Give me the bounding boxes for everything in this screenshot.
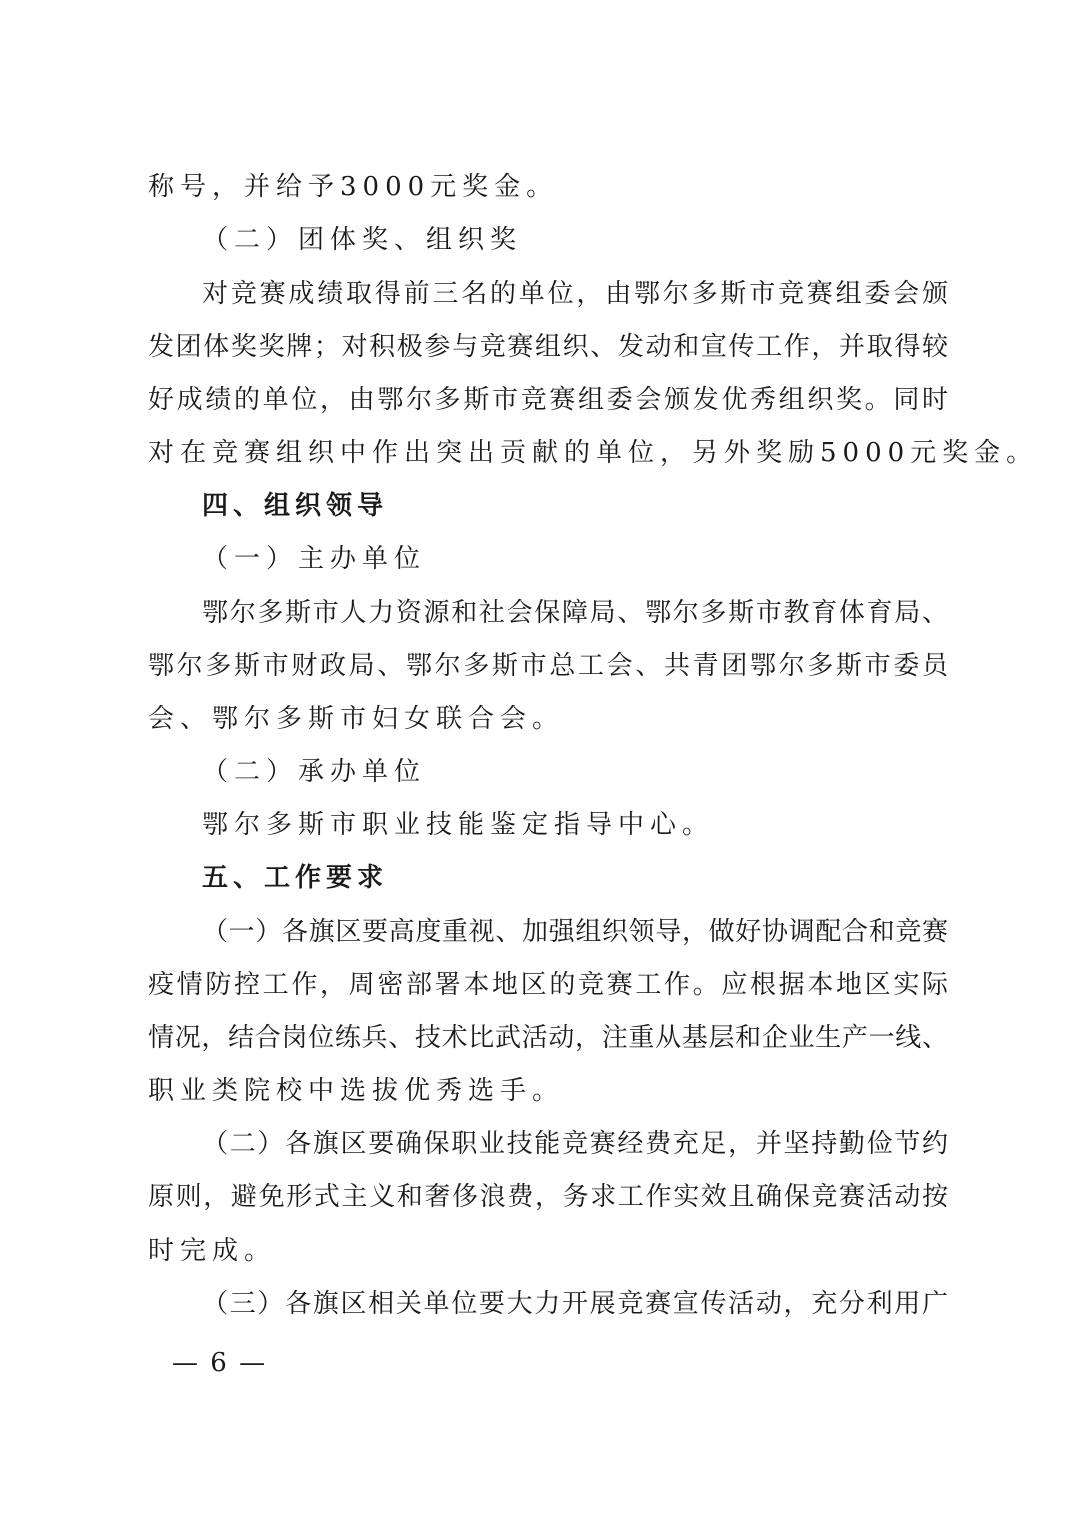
subheading-team-award: （二）团体奖、组织奖 [202,225,523,255]
subheading-host: （一）主办单位 [202,544,427,574]
page-number: — 6 — [172,1348,268,1378]
text-line: 会、鄂尔多斯市妇女联合会。 [148,704,565,734]
text-line: 原则，避免形式主义和奢侈浪费，务求工作实效且确保竞赛活动按 [148,1182,948,1212]
text-line: 职业类院校中选拔优秀选手。 [148,1076,565,1106]
text-line: 鄂尔多斯市职业技能鉴定指导中心。 [202,810,715,840]
text-line: 疫情防控工作，周密部署本地区的竞赛工作。应根据本地区实际 [148,970,948,1000]
text-line: 发团体奖奖牌；对积极参与竞赛组织、发动和宣传工作，并取得较 [148,332,948,362]
text-line: 鄂尔多斯市人力资源和社会保障局、鄂尔多斯市教育体育局、 [202,598,948,628]
text-line: 时完成。 [148,1236,277,1266]
text-line: 鄂尔多斯市财政局、鄂尔多斯市总工会、共青团鄂尔多斯市委员 [148,651,948,681]
text-line: 对在竞赛组织中作出突出贡献的单位，另外奖励5000元奖金。 [148,438,1039,468]
text-line: 情况，结合岗位练兵、技术比武活动，注重从基层和企业生产一线、 [148,1023,948,1053]
section-heading-organization: 四、组织领导 [202,491,389,521]
text-line: （二）各旗区要确保职业技能竞赛经费充足，并坚持勤俭节约 [202,1129,948,1159]
text-line: 称号，并给予3000元奖金。 [148,172,559,202]
section-heading-requirements: 五、工作要求 [202,863,389,893]
text-line: 对竞赛成绩取得前三名的单位，由鄂尔多斯市竞赛组委会颁 [202,279,948,309]
text-line: 好成绩的单位，由鄂尔多斯市竞赛组委会颁发优秀组织奖。同时 [148,385,948,415]
text-line: （三）各旗区相关单位要大力开展竞赛宣传活动，充分利用广 [202,1289,948,1319]
subheading-organizer: （二）承办单位 [202,757,427,787]
text-line: （一）各旗区要高度重视、加强组织领导，做好协调配合和竞赛 [202,917,948,947]
